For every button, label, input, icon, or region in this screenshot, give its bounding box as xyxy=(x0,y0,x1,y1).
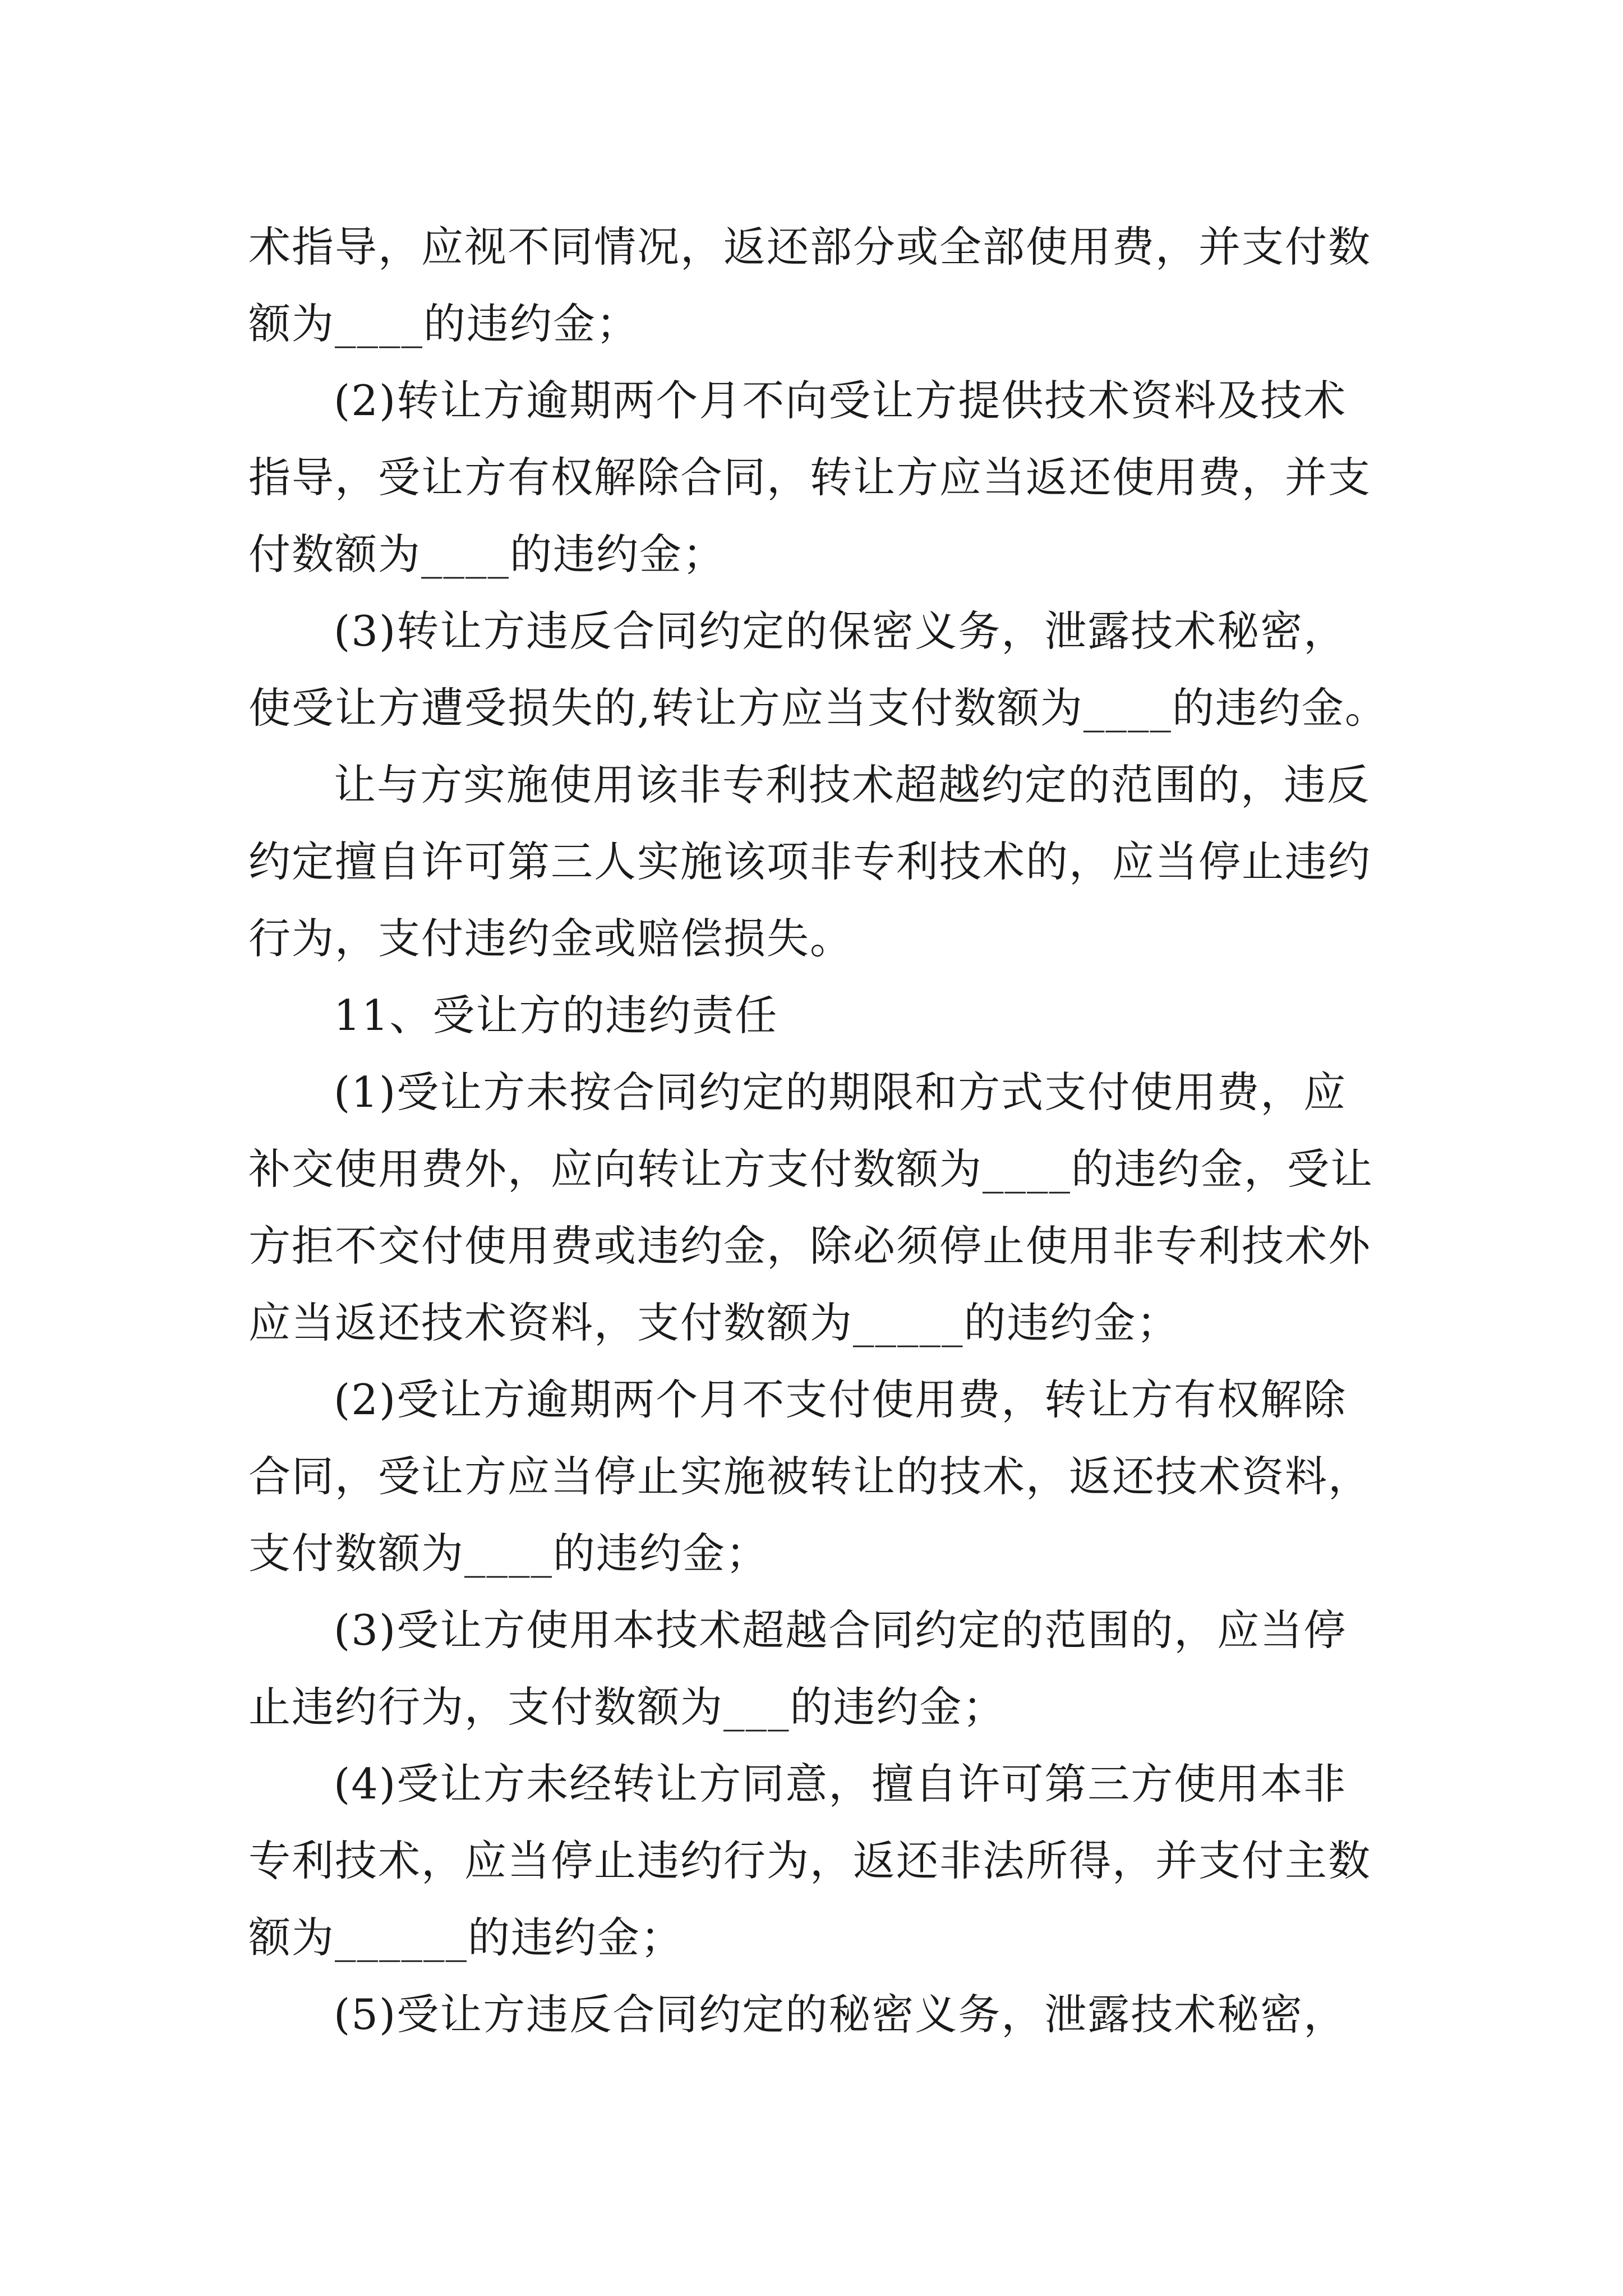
document-body xyxy=(248,209,1398,2053)
text-line: (1)受让方未按合同约定的期限和方式支付使用费，应 xyxy=(334,1068,1347,1117)
text-line: 让与方实施使用该非专利技术超越约定的范围的，违反 xyxy=(334,760,1371,809)
text-line: 合同，受让方应当停止实施被转让的技术，返还技术资料， xyxy=(248,1452,1372,1501)
text-line: 使受让方遭受损失的,转让方应当支付数额为____的违约金。 xyxy=(248,683,1388,733)
text-line: (4)受让方未经转让方同意，擅自许可第三方使用本非 xyxy=(334,1759,1347,1809)
text-line: 补交使用费外，应向转让方支付数额为____的违约金，受让 xyxy=(248,1144,1374,1194)
text-line: 额为____的违约金； xyxy=(248,299,640,348)
text-line: (3)受让方使用本技术超越合同约定的范围的，应当停 xyxy=(334,1605,1347,1655)
text-line: (5)受让方违反合同约定的秘密义务，泄露技术秘密， xyxy=(334,1990,1347,2039)
text-line: (3)转让方违反合同约定的保密义务，泄露技术秘密， xyxy=(334,606,1347,656)
text-line: 约定擅自许可第三人实施该项非专利技术的，应当停止违约 xyxy=(248,837,1372,886)
text-line: 指导，受让方有权解除合同，转让方应当返还使用费，并支 xyxy=(248,453,1372,502)
text-line: 止违约行为，支付数额为___的违约金； xyxy=(248,1682,1006,1732)
text-line: 付数额为____的违约金； xyxy=(248,530,726,579)
text-line: (2)转让方逾期两个月不向受让方提供技术资料及技术 xyxy=(334,376,1347,425)
text-line: 专利技术，应当停止违约行为，返还非法所得，并支付主数 xyxy=(248,1836,1372,1885)
text-line: 额为______的违约金； xyxy=(248,1913,684,1962)
text-line: (2)受让方逾期两个月不支付使用费，转让方有权解除 xyxy=(334,1375,1347,1424)
text-line: 行为，支付违约金或赔偿损失。 xyxy=(248,914,854,963)
text-line: 方拒不交付使用费或违约金，除必须停止使用非专利技术外 xyxy=(248,1221,1372,1271)
text-line: 应当返还技术资料，支付数额为_____的违约金； xyxy=(248,1298,1180,1347)
text-line: 术指导，应视不同情况，返还部分或全部使用费，并支付数 xyxy=(248,222,1372,272)
section-heading: 11、受让方的违约责任 xyxy=(334,991,778,1040)
text-line: 支付数额为____的违约金； xyxy=(248,1529,769,1578)
